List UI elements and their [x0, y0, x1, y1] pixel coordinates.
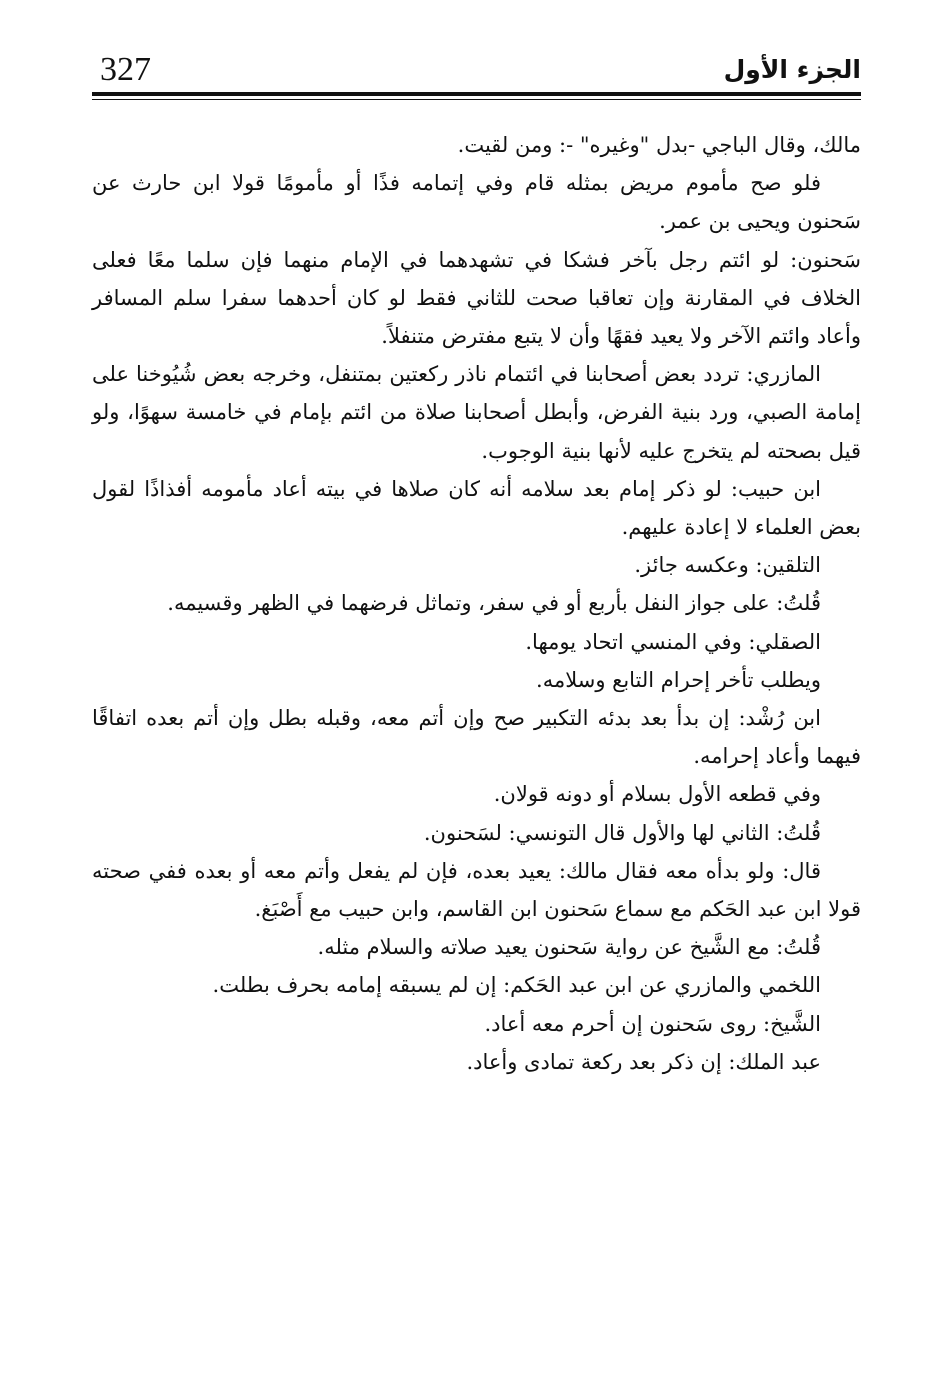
- paragraph: ويطلب تأخر إحرام التابع وسلامه.: [536, 667, 821, 692]
- header-rule-thin: [92, 99, 861, 100]
- paragraph: قُلتُ: مع الشَّيخ عن رواية سَحنون يعيد صلاته والسلام مثله.: [317, 935, 821, 960]
- paragraph: وفي قطعه الأول بسلام أو دونه قولان.: [493, 782, 821, 807]
- page-header: [92, 42, 861, 102]
- paragraph: قال: ولو بدأه معه فقال مالك: يعيد بعده، فإن لم يفعل وأتم معه أو بعده ففي صحته قولا ابن عبد الحَكم مع سماع سَحنون ابن القاسم، وابن حبيب مع أَصْبَغ.: [92, 858, 861, 922]
- paragraph: اللخمي والمازري عن ابن عبد الحَكم: إن لم يسبقه إمامه بحرف بطلت.: [212, 973, 821, 998]
- paragraph: مالك، وقال الباجي -بدل "وغيره" -: ومن لقيت.: [457, 133, 861, 157]
- paragraph: الشَّيخ: روى سَحنون إن أحرم معه أعاد.: [484, 1011, 821, 1036]
- paragraph: قُلتُ: على جواز النفل بأربع أو في سفر، وتماثل فرضهما في الظهر وقسيمه.: [167, 591, 821, 616]
- page-number: 327: [100, 51, 151, 88]
- paragraph: ابن حبيب: لو ذكر إمام بعد سلامه أنه كان صلاها في بيته أعاد مأمومه أفذاذًا لقول بعض العلماء لا إعادة عليهم.: [92, 476, 861, 540]
- running-title: الجزء الأول: [723, 55, 861, 84]
- paragraph: الصقلي: وفي المنسي اتحاد يومها.: [525, 629, 821, 654]
- paragraph: المازري: تردد بعض أصحابنا في ائتمام ناذر ركعتين بمتنفل، وخرجه بعض شُيُوخنا على إمامة الصبي، ورد بنية الفرض، وأبطل أصحابنا صلاة من ائتم بإمام في خامسة سهوًا، ولو قيل بصحته لم يتخرج عليه لأنها بنية الوجوب.: [92, 362, 861, 463]
- page-body: [92, 126, 861, 1081]
- paragraph: التلقين: وعكسه جائز.: [634, 553, 821, 578]
- paragraph: عبد الملك: إن ذكر بعد ركعة تمادى وأعاد.: [466, 1049, 821, 1074]
- paragraph: فلو صح مأموم مريض بمثله قام وفي إتمامه فذًا أو مأمومًا قولا ابن حارث عن سَحنون ويحيى بن عمر.: [92, 171, 861, 234]
- paragraph: ابن رُشْد: إن بدأ بعد بدئه التكبير صح وإن أتم معه، وقبله بطل وإن أتم بعده اتفاقًا فيهما وأعاد إحرامه.: [92, 706, 861, 769]
- header-rule-thick: [92, 92, 861, 96]
- paragraph: سَحنون: لو ائتم رجل بآخر فشكا في تشهدهما في الإمام منهما فإن سلما معًا فعلى الخلاف في المقارنة وإن تعاقبا صحت للثاني فقط لو كان أحدهما سفرا سلم المسافر وأعاد وائتم الآخر ولا يعيد فقهًا وأن لا يتبع مفترض متنفلاً.: [92, 247, 861, 349]
- paragraph: قُلتُ: الثاني لها والأول قال التونسي: لسَحنون.: [423, 820, 821, 845]
